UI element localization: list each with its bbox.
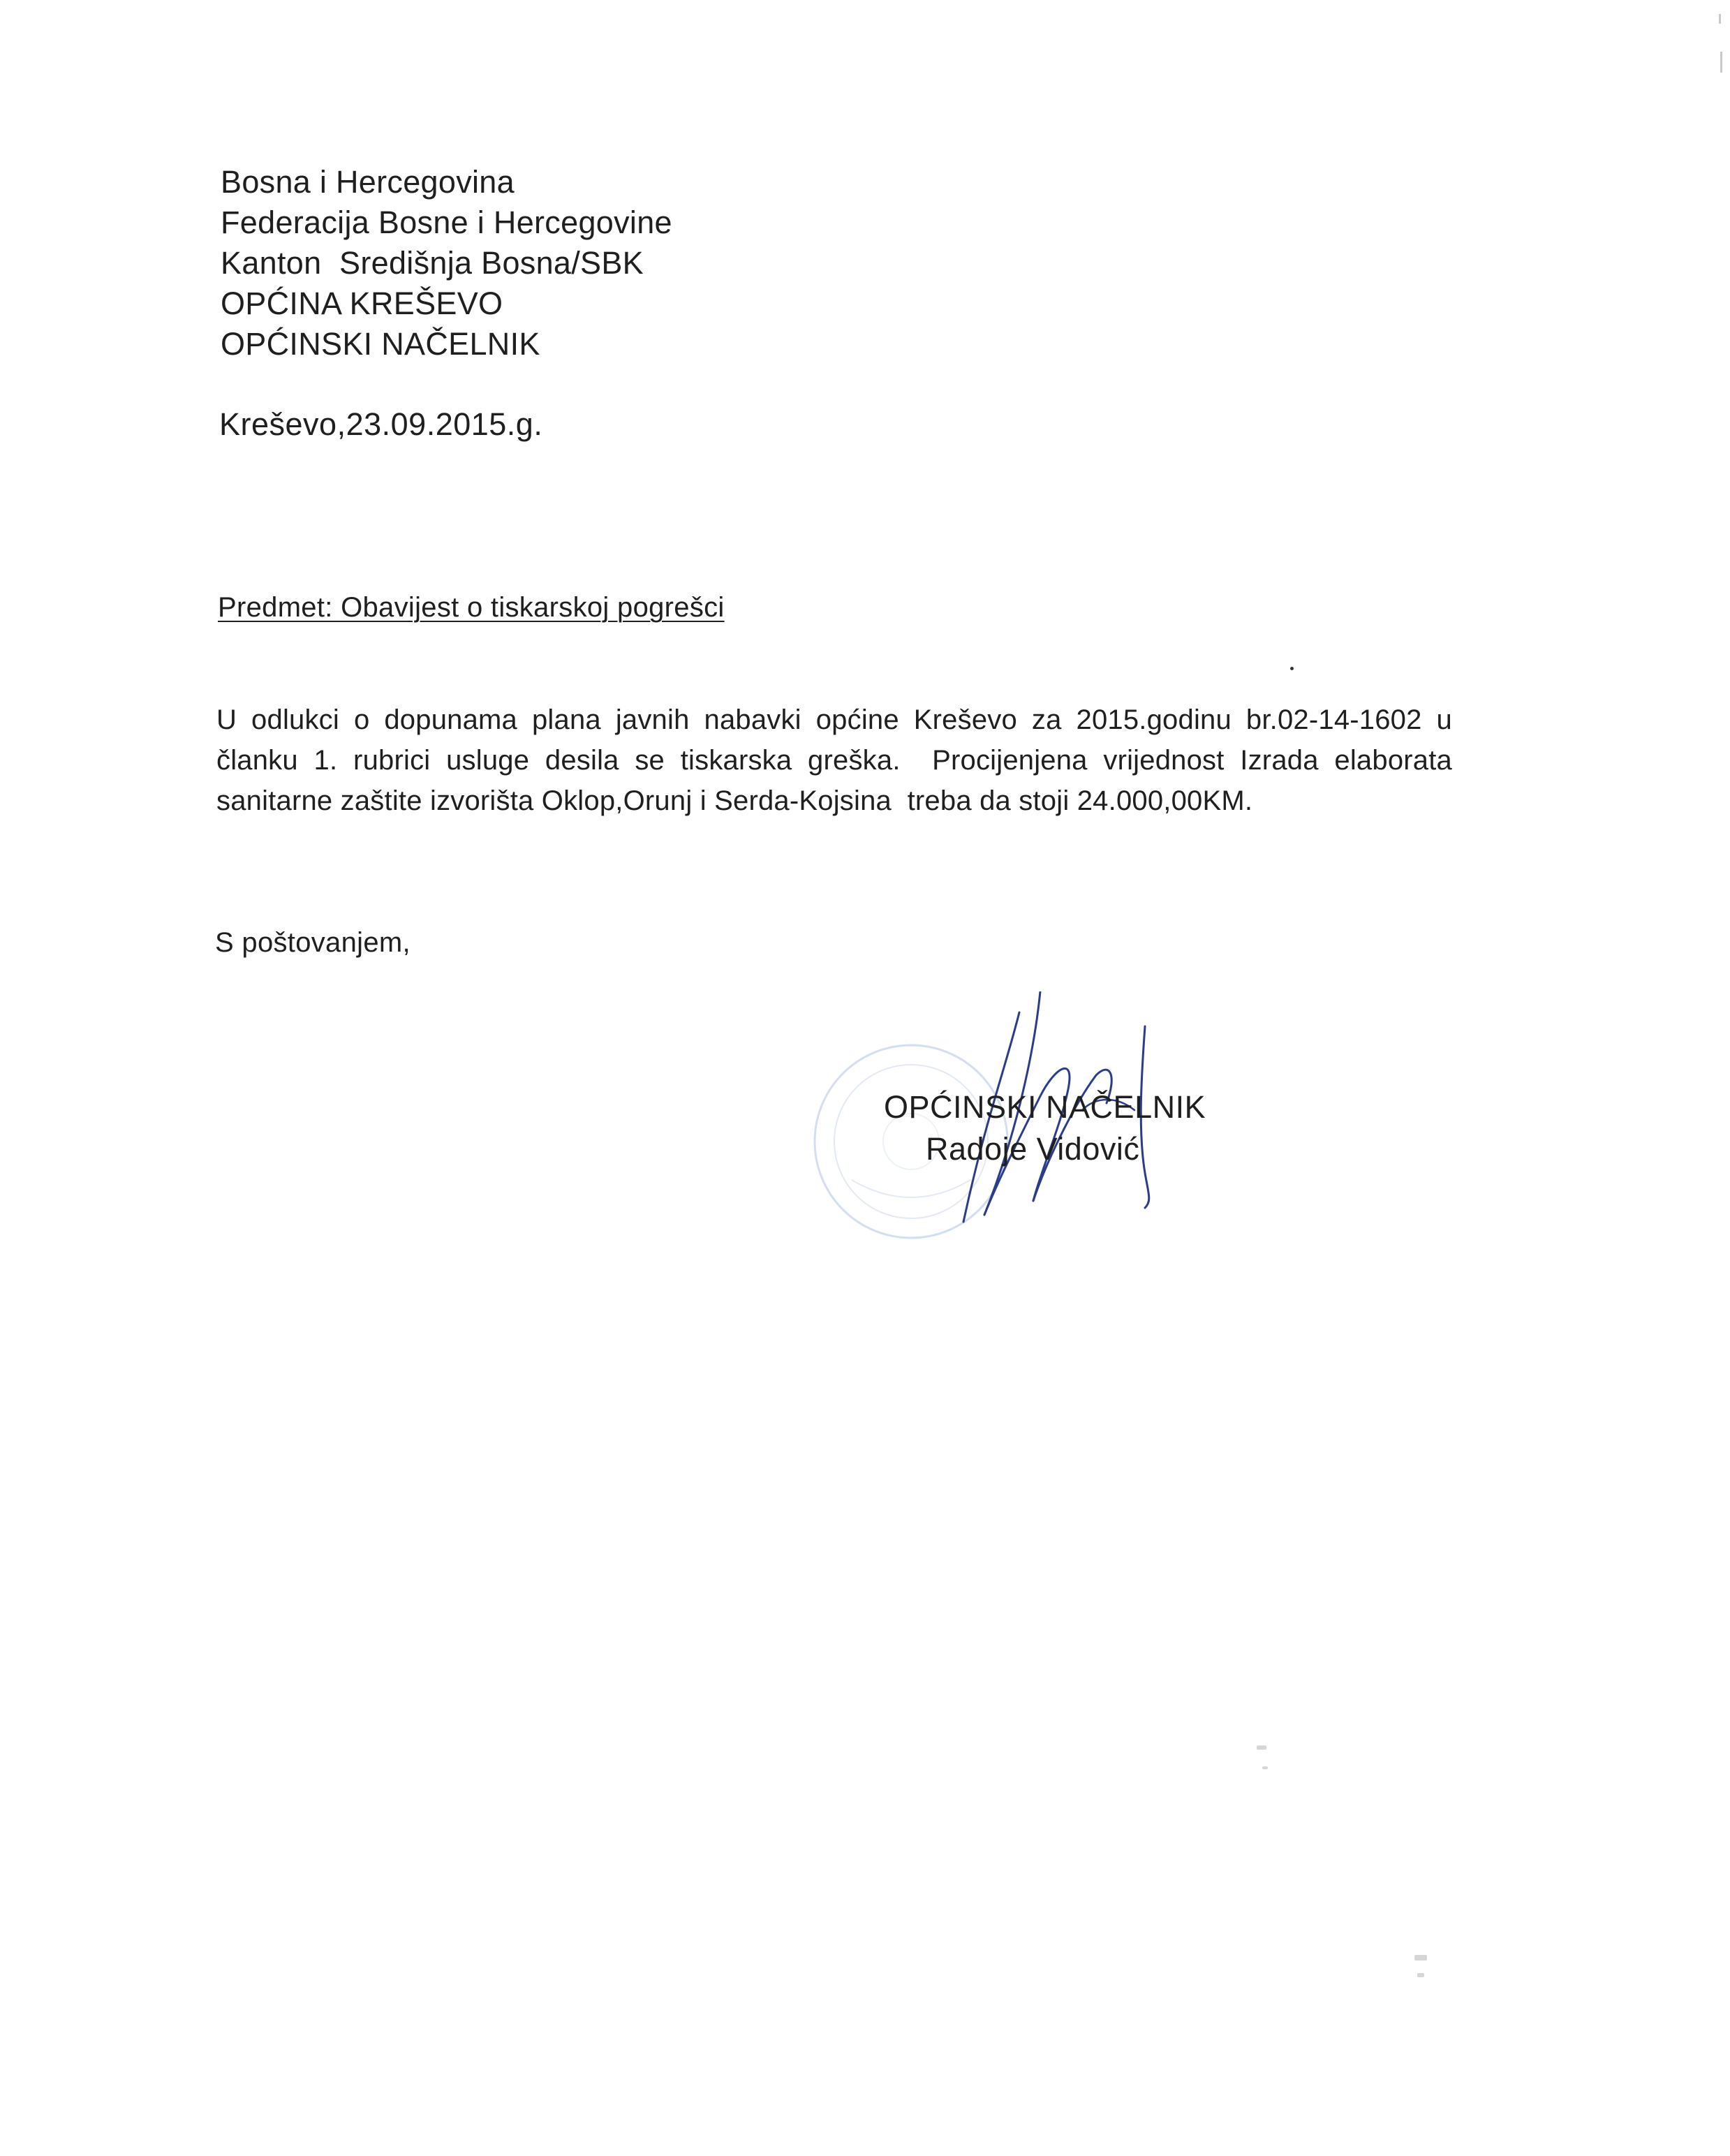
- signatory-name: Radoje Vidović: [926, 1131, 1140, 1167]
- scan-smudge: [1257, 1745, 1266, 1750]
- scan-smudge: [1414, 1955, 1427, 1961]
- letter-date: Kreševo,23.09.2015.g.: [219, 406, 543, 442]
- signature-block: [884, 1086, 1206, 1170]
- scan-edge-mark: [1719, 14, 1721, 24]
- header-municipality: OPĆINA KREŠEVO: [221, 286, 503, 321]
- letter-closing: S poštovanjem,: [215, 927, 411, 958]
- header-office: OPĆINSKI NAČELNIK: [221, 326, 540, 362]
- letter-subject: Predmet: Obavijest o tiskarskoj pogrešci: [218, 592, 725, 623]
- header-country: Bosna i Hercegovina: [221, 164, 515, 200]
- scan-smudge: [1417, 1973, 1424, 1977]
- letter-body: U odlukci o dopunama plana javnih nabavki općine Kreševo za 2015.godinu br.02-14-1602 u članku 1. rubrici usluge desila se tiskarska greška. Procijenjena vrijednost Izrada elaborata sanitarne zaštite izvorišta Oklop,Orunj i Serda-Kojsina treba da stoji 24.000,00KM.: [216, 704, 1461, 816]
- signatory-title: OPĆINSKI NAČELNIK: [884, 1089, 1206, 1125]
- scan-speck: [1290, 667, 1294, 670]
- scan-smudge: [1262, 1766, 1268, 1769]
- letter-header: [221, 162, 672, 364]
- scan-edge-mark: [1720, 52, 1722, 73]
- header-canton: Kanton Središnja Bosna/SBK: [221, 245, 644, 281]
- header-federation: Federacija Bosne i Hercegovine: [221, 205, 672, 240]
